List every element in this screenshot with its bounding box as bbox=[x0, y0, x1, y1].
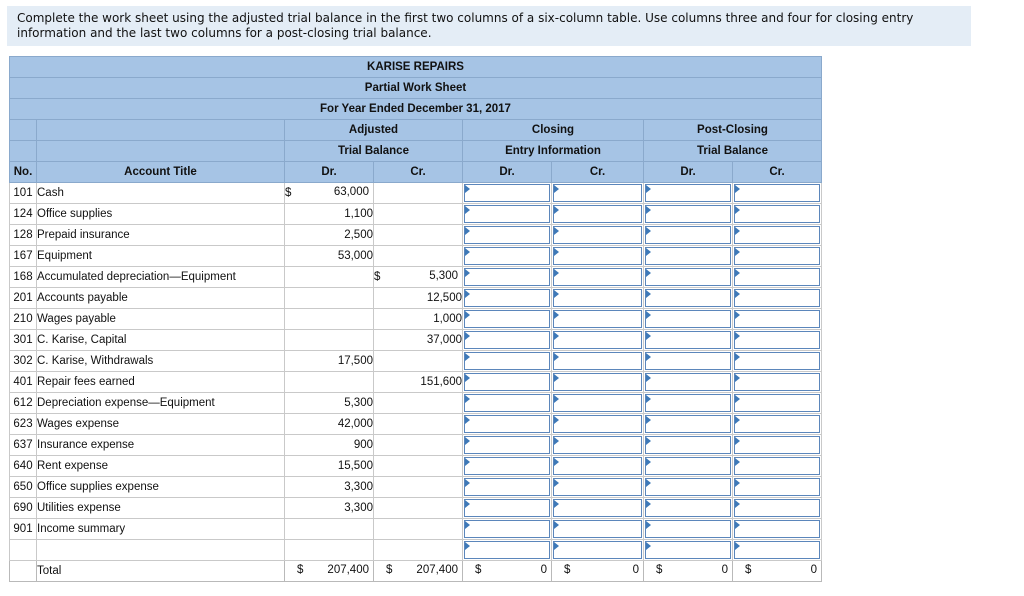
closing-cr-input[interactable] bbox=[552, 246, 644, 267]
adjusted-dr-amount: 3,300 bbox=[285, 477, 374, 498]
post-closing-dr-input[interactable] bbox=[644, 183, 733, 204]
closing-cr-input-field[interactable] bbox=[553, 499, 642, 517]
currency-sign: $ bbox=[656, 564, 663, 576]
account-title: Repair fees earned bbox=[37, 372, 285, 393]
closing-dr-input-field[interactable] bbox=[464, 331, 550, 349]
adjusted-dr-amount: 15,500 bbox=[285, 456, 374, 477]
post-closing-cr-input[interactable] bbox=[733, 351, 822, 372]
adjusted-dr-amount bbox=[285, 267, 374, 288]
closing-dr-input[interactable] bbox=[463, 456, 552, 477]
post-closing-cr-input-field[interactable] bbox=[734, 499, 820, 517]
closing-cr-input-field[interactable] bbox=[553, 247, 642, 265]
closing-cr-input[interactable] bbox=[552, 498, 644, 519]
account-title: Accumulated depreciation—Equipment bbox=[37, 267, 285, 288]
adjusted-dr-amount: 1,100 bbox=[285, 204, 374, 225]
closing-cr-input-field[interactable] bbox=[553, 331, 642, 349]
post-closing-dr-input[interactable] bbox=[644, 225, 733, 246]
account-title: Wages expense bbox=[37, 414, 285, 435]
post-closing-cr-input-field[interactable] bbox=[734, 436, 820, 454]
adjusted-dr-amount: 42,000 bbox=[285, 414, 374, 435]
adjusted-cr-amount bbox=[374, 477, 463, 498]
account-number: 201 bbox=[10, 288, 37, 309]
account-row bbox=[10, 246, 822, 267]
blank-title bbox=[37, 540, 285, 561]
account-title: Equipment bbox=[37, 246, 285, 267]
adjusted-cr-amount bbox=[374, 519, 463, 540]
post-closing-cr-input[interactable] bbox=[733, 183, 822, 204]
post-closing-cr-input-field[interactable] bbox=[734, 247, 820, 265]
blank-adj-dr bbox=[285, 540, 374, 561]
closing-dr-input-field[interactable] bbox=[464, 352, 550, 370]
closing-dr-input[interactable] bbox=[463, 246, 552, 267]
closing-dr-input[interactable] bbox=[463, 225, 552, 246]
post-closing-cr-input[interactable] bbox=[733, 204, 822, 225]
total-value: 0 bbox=[721, 564, 728, 576]
closing-dr-input-field[interactable] bbox=[464, 226, 550, 244]
adjusted-cr-amount bbox=[374, 498, 463, 519]
closing-dr-input-field[interactable] bbox=[464, 478, 550, 496]
account-title: Accounts payable bbox=[37, 288, 285, 309]
adjusted-cr-amount bbox=[374, 246, 463, 267]
blank-adj-cr bbox=[374, 540, 463, 561]
account-row bbox=[10, 288, 822, 309]
total-no bbox=[10, 561, 37, 582]
post-closing-cr-input-field[interactable] bbox=[734, 415, 820, 433]
account-row bbox=[10, 330, 822, 351]
closing-cr-input-field[interactable] bbox=[553, 205, 642, 223]
blank-no bbox=[10, 540, 37, 561]
account-number: 210 bbox=[10, 309, 37, 330]
account-title: Insurance expense bbox=[37, 435, 285, 456]
post-closing-cr-input[interactable] bbox=[733, 477, 822, 498]
closing-cr-input[interactable] bbox=[552, 330, 644, 351]
instructions: Complete the work sheet using the adjusted trial balance in the first two columns of a six-column table. Use columns three and four for closing entry information and the last two columns for a post-closing trial balance. bbox=[7, 6, 971, 46]
account-row bbox=[10, 183, 822, 204]
post-closing-dr-input-field[interactable] bbox=[645, 436, 731, 454]
account-number: 690 bbox=[10, 498, 37, 519]
post-closing-dr-input-field[interactable] bbox=[645, 478, 731, 496]
adjusted-cr-amount: 37,000 bbox=[374, 330, 463, 351]
blank-row bbox=[10, 540, 822, 561]
post-closing-dr-input-field[interactable] bbox=[645, 520, 731, 538]
total-value: 207,400 bbox=[416, 564, 458, 576]
total-value: 0 bbox=[540, 564, 547, 576]
total-label: Total bbox=[37, 561, 285, 582]
post-closing-cr-input-field[interactable] bbox=[734, 373, 820, 391]
closing-dr-input[interactable] bbox=[463, 414, 552, 435]
account-number: 637 bbox=[10, 435, 37, 456]
account-number: 901 bbox=[10, 519, 37, 540]
closing-cr-input-field[interactable] bbox=[553, 226, 642, 244]
adjusted-cr-amount bbox=[374, 456, 463, 477]
account-number: 124 bbox=[10, 204, 37, 225]
closing-subheader: Entry Information bbox=[463, 141, 644, 162]
post-closing-cr-input-field[interactable] bbox=[734, 331, 820, 349]
post-closing-dr-input[interactable] bbox=[644, 351, 733, 372]
closing-dr-input[interactable] bbox=[463, 498, 552, 519]
post-closing-dr-input[interactable] bbox=[644, 204, 733, 225]
work-sheet-table bbox=[9, 56, 822, 582]
adjusted-dr-amount: 17,500 bbox=[285, 351, 374, 372]
post-closing-dr-input[interactable] bbox=[644, 309, 733, 330]
adjusted-header: Adjusted bbox=[285, 120, 463, 141]
currency-sign: $ bbox=[386, 564, 393, 576]
closing-dr-input[interactable] bbox=[463, 267, 552, 288]
post-closing-cr-input[interactable] bbox=[733, 498, 822, 519]
post-closing-dr-input-field[interactable] bbox=[645, 394, 731, 412]
account-row bbox=[10, 267, 822, 288]
adjusted-dr-amount bbox=[285, 372, 374, 393]
closing-dr-input[interactable] bbox=[463, 309, 552, 330]
closing-cr-input-field[interactable] bbox=[553, 478, 642, 496]
post-closing-dr-input-field[interactable] bbox=[645, 226, 731, 244]
closing-dr-input-field[interactable] bbox=[464, 394, 550, 412]
closing-cr-input-field[interactable] bbox=[553, 415, 642, 433]
post-closing-dr-input-field[interactable] bbox=[645, 310, 731, 328]
post-closing-cr-input-field[interactable] bbox=[734, 520, 820, 538]
account-title: Cash bbox=[37, 183, 285, 204]
post-closing-cr-input-field[interactable] bbox=[734, 541, 820, 559]
closing-dr-input-field[interactable] bbox=[464, 499, 550, 517]
closing-dr-input-field[interactable] bbox=[464, 457, 550, 475]
closing-cr-input-field[interactable] bbox=[553, 394, 642, 412]
adjusted-dr-amount: 53,000 bbox=[285, 246, 374, 267]
adjusted-dr-amount: 3,300 bbox=[285, 498, 374, 519]
adjusted-cr-amount bbox=[374, 393, 463, 414]
post-closing-cr-input[interactable] bbox=[733, 456, 822, 477]
total-value: 0 bbox=[810, 564, 817, 576]
post-closing-cr-input-field[interactable] bbox=[734, 457, 820, 475]
post-closing-dr-input-field[interactable] bbox=[645, 247, 731, 265]
account-number: 401 bbox=[10, 372, 37, 393]
adjusted-cr-amount bbox=[374, 267, 463, 288]
closing-cr-input[interactable] bbox=[552, 477, 644, 498]
account-title: Office supplies expense bbox=[37, 477, 285, 498]
post-closing-dr-input[interactable] bbox=[644, 330, 733, 351]
total-close-cr bbox=[552, 561, 644, 582]
sheet-period: For Year Ended December 31, 2017 bbox=[10, 99, 822, 120]
closing-dr-input[interactable] bbox=[463, 372, 552, 393]
post-closing-dr-input[interactable] bbox=[644, 456, 733, 477]
currency-sign: $ bbox=[285, 187, 292, 199]
post-closing-dr-input[interactable] bbox=[644, 288, 733, 309]
closing-dr-input[interactable] bbox=[463, 477, 552, 498]
closing-dr-input-field[interactable] bbox=[464, 436, 550, 454]
adjusted-cr-amount bbox=[374, 204, 463, 225]
adjusted-dr-amount: 5,300 bbox=[285, 393, 374, 414]
currency-sign: $ bbox=[564, 564, 571, 576]
post-closing-cr-input[interactable] bbox=[733, 246, 822, 267]
col-close-dr-header: Dr. bbox=[463, 162, 552, 183]
closing-header: Closing bbox=[463, 120, 644, 141]
post-closing-dr-input[interactable] bbox=[644, 267, 733, 288]
closing-cr-input-field[interactable] bbox=[553, 310, 642, 328]
post-closing-cr-input[interactable] bbox=[733, 519, 822, 540]
closing-cr-input[interactable] bbox=[552, 225, 644, 246]
post-closing-cr-input-field[interactable] bbox=[734, 268, 820, 286]
post-closing-cr-input[interactable] bbox=[733, 225, 822, 246]
post-closing-cr-input[interactable] bbox=[733, 330, 822, 351]
account-number: 650 bbox=[10, 477, 37, 498]
post-closing-dr-input-field[interactable] bbox=[645, 289, 731, 307]
post-closing-cr-input[interactable] bbox=[733, 309, 822, 330]
closing-cr-input[interactable] bbox=[552, 351, 644, 372]
account-row bbox=[10, 372, 822, 393]
company-name: KARISE REPAIRS bbox=[10, 57, 822, 78]
post-closing-cr-input[interactable] bbox=[733, 435, 822, 456]
total-post-cr bbox=[733, 561, 822, 582]
post-closing-dr-input[interactable] bbox=[644, 477, 733, 498]
account-row bbox=[10, 456, 822, 477]
adjusted-dr-amount bbox=[285, 288, 374, 309]
closing-dr-input-field[interactable] bbox=[464, 205, 550, 223]
closing-dr-input[interactable] bbox=[463, 540, 552, 561]
account-number: 101 bbox=[10, 183, 37, 204]
closing-cr-input[interactable] bbox=[552, 540, 644, 561]
closing-dr-input[interactable] bbox=[463, 351, 552, 372]
post-closing-dr-input-field[interactable] bbox=[645, 352, 731, 370]
closing-cr-input-field[interactable] bbox=[553, 457, 642, 475]
col-adj-dr-header: Dr. bbox=[285, 162, 374, 183]
post-closing-cr-input[interactable] bbox=[733, 393, 822, 414]
col-account-title-header: Account Title bbox=[37, 162, 285, 183]
post-closing-dr-input[interactable] bbox=[644, 540, 733, 561]
closing-dr-input-field[interactable] bbox=[464, 247, 550, 265]
closing-dr-input[interactable] bbox=[463, 435, 552, 456]
account-title: Office supplies bbox=[37, 204, 285, 225]
account-row bbox=[10, 225, 822, 246]
adjusted-cr-amount: 12,500 bbox=[374, 288, 463, 309]
closing-cr-input-field[interactable] bbox=[553, 541, 642, 559]
account-title: Utilities expense bbox=[37, 498, 285, 519]
post-closing-dr-input-field[interactable] bbox=[645, 184, 731, 202]
closing-dr-input-field[interactable] bbox=[464, 268, 550, 286]
closing-cr-input-field[interactable] bbox=[553, 436, 642, 454]
post-closing-dr-input-field[interactable] bbox=[645, 268, 731, 286]
total-value: 207,400 bbox=[327, 564, 369, 576]
closing-dr-input[interactable] bbox=[463, 288, 552, 309]
post-closing-dr-input-field[interactable] bbox=[645, 415, 731, 433]
closing-dr-input-field[interactable] bbox=[464, 310, 550, 328]
closing-cr-input-field[interactable] bbox=[553, 373, 642, 391]
closing-cr-input[interactable] bbox=[552, 372, 644, 393]
post-closing-cr-input-field[interactable] bbox=[734, 226, 820, 244]
account-title: Wages payable bbox=[37, 309, 285, 330]
post-closing-dr-input[interactable] bbox=[644, 519, 733, 540]
total-close-dr bbox=[463, 561, 552, 582]
post-closing-dr-input[interactable] bbox=[644, 393, 733, 414]
account-row bbox=[10, 309, 822, 330]
adjusted-cr-amount bbox=[374, 225, 463, 246]
post-closing-cr-input-field[interactable] bbox=[734, 184, 820, 202]
closing-cr-input-field[interactable] bbox=[553, 520, 642, 538]
account-title: Prepaid insurance bbox=[37, 225, 285, 246]
post-closing-cr-input[interactable] bbox=[733, 267, 822, 288]
closing-dr-input-field[interactable] bbox=[464, 415, 550, 433]
closing-dr-input-field[interactable] bbox=[464, 289, 550, 307]
adjusted-dr-amount bbox=[285, 183, 374, 204]
col-post-cr-header: Cr. bbox=[733, 162, 822, 183]
post-closing-cr-input-field[interactable] bbox=[734, 205, 820, 223]
col-post-dr-header: Dr. bbox=[644, 162, 733, 183]
closing-cr-input[interactable] bbox=[552, 204, 644, 225]
closing-dr-input[interactable] bbox=[463, 183, 552, 204]
closing-cr-input[interactable] bbox=[552, 288, 644, 309]
closing-cr-input-field[interactable] bbox=[553, 268, 642, 286]
account-number: 167 bbox=[10, 246, 37, 267]
account-row bbox=[10, 435, 822, 456]
adjusted-cr-amount: 1,000 bbox=[374, 309, 463, 330]
account-row bbox=[10, 393, 822, 414]
adjusted-cr-amount bbox=[374, 351, 463, 372]
adjusted-subheader: Trial Balance bbox=[285, 141, 463, 162]
account-number: 623 bbox=[10, 414, 37, 435]
closing-cr-input[interactable] bbox=[552, 519, 644, 540]
adjusted-dr-amount bbox=[285, 519, 374, 540]
post-closing-dr-input-field[interactable] bbox=[645, 457, 731, 475]
post-closing-cr-input-field[interactable] bbox=[734, 478, 820, 496]
currency-sign: $ bbox=[745, 564, 752, 576]
post-closing-cr-input[interactable] bbox=[733, 540, 822, 561]
post-closing-header: Post-Closing bbox=[644, 120, 822, 141]
account-row bbox=[10, 477, 822, 498]
post-closing-cr-input[interactable] bbox=[733, 372, 822, 393]
closing-dr-input-field[interactable] bbox=[464, 184, 550, 202]
closing-dr-input[interactable] bbox=[463, 393, 552, 414]
post-closing-dr-input[interactable] bbox=[644, 246, 733, 267]
account-number: 128 bbox=[10, 225, 37, 246]
closing-dr-input[interactable] bbox=[463, 330, 552, 351]
closing-dr-input-field[interactable] bbox=[464, 520, 550, 538]
closing-cr-input-field[interactable] bbox=[553, 289, 642, 307]
amount-value: 5,300 bbox=[429, 270, 458, 282]
post-closing-cr-input[interactable] bbox=[733, 288, 822, 309]
post-closing-dr-input-field[interactable] bbox=[645, 499, 731, 517]
adjusted-dr-amount: 2,500 bbox=[285, 225, 374, 246]
closing-cr-input-field[interactable] bbox=[553, 184, 642, 202]
adjusted-dr-amount: 900 bbox=[285, 435, 374, 456]
account-row bbox=[10, 351, 822, 372]
post-closing-subheader: Trial Balance bbox=[644, 141, 822, 162]
adjusted-dr-amount bbox=[285, 309, 374, 330]
amount-value: 63,000 bbox=[333, 186, 369, 198]
col-close-cr-header: Cr. bbox=[552, 162, 644, 183]
account-number: 301 bbox=[10, 330, 37, 351]
closing-dr-input[interactable] bbox=[463, 204, 552, 225]
account-title: C. Karise, Withdrawals bbox=[37, 351, 285, 372]
account-title: C. Karise, Capital bbox=[37, 330, 285, 351]
account-number: 640 bbox=[10, 456, 37, 477]
currency-sign: $ bbox=[374, 271, 381, 283]
col-adj-cr-header: Cr. bbox=[374, 162, 463, 183]
adjusted-dr-amount bbox=[285, 330, 374, 351]
post-closing-dr-input-field[interactable] bbox=[645, 541, 731, 559]
total-adj-cr bbox=[374, 561, 463, 582]
post-closing-dr-input[interactable] bbox=[644, 414, 733, 435]
adjusted-cr-amount bbox=[374, 183, 463, 204]
account-row bbox=[10, 498, 822, 519]
closing-cr-input-field[interactable] bbox=[553, 352, 642, 370]
post-closing-cr-input[interactable] bbox=[733, 414, 822, 435]
account-title: Income summary bbox=[37, 519, 285, 540]
post-closing-dr-input-field[interactable] bbox=[645, 373, 731, 391]
account-number: 168 bbox=[10, 267, 37, 288]
closing-cr-input[interactable] bbox=[552, 183, 644, 204]
post-closing-cr-input-field[interactable] bbox=[734, 352, 820, 370]
account-row bbox=[10, 519, 822, 540]
total-row bbox=[10, 561, 822, 582]
post-closing-cr-input-field[interactable] bbox=[734, 310, 820, 328]
post-closing-cr-input-field[interactable] bbox=[734, 289, 820, 307]
post-closing-cr-input-field[interactable] bbox=[734, 394, 820, 412]
currency-sign: $ bbox=[297, 564, 304, 576]
closing-cr-input[interactable] bbox=[552, 393, 644, 414]
closing-dr-input-field[interactable] bbox=[464, 373, 550, 391]
account-row bbox=[10, 204, 822, 225]
closing-dr-input[interactable] bbox=[463, 519, 552, 540]
post-closing-dr-input-field[interactable] bbox=[645, 331, 731, 349]
account-number: 612 bbox=[10, 393, 37, 414]
closing-cr-input[interactable] bbox=[552, 435, 644, 456]
account-title: Depreciation expense—Equipment bbox=[37, 393, 285, 414]
closing-dr-input-field[interactable] bbox=[464, 541, 550, 559]
adjusted-cr-amount: 151,600 bbox=[374, 372, 463, 393]
currency-sign: $ bbox=[475, 564, 482, 576]
adjusted-cr-amount bbox=[374, 414, 463, 435]
closing-cr-input[interactable] bbox=[552, 309, 644, 330]
total-adj-dr bbox=[285, 561, 374, 582]
closing-cr-input[interactable] bbox=[552, 267, 644, 288]
post-closing-dr-input[interactable] bbox=[644, 498, 733, 519]
total-post-dr bbox=[644, 561, 733, 582]
post-closing-dr-input[interactable] bbox=[644, 372, 733, 393]
adjusted-cr-amount bbox=[374, 435, 463, 456]
col-no-header: No. bbox=[10, 162, 37, 183]
post-closing-dr-input-field[interactable] bbox=[645, 205, 731, 223]
account-number: 302 bbox=[10, 351, 37, 372]
post-closing-dr-input[interactable] bbox=[644, 435, 733, 456]
total-value: 0 bbox=[632, 564, 639, 576]
account-title: Rent expense bbox=[37, 456, 285, 477]
closing-cr-input[interactable] bbox=[552, 414, 644, 435]
closing-cr-input[interactable] bbox=[552, 456, 644, 477]
sheet-subtitle: Partial Work Sheet bbox=[10, 78, 822, 99]
account-row bbox=[10, 414, 822, 435]
